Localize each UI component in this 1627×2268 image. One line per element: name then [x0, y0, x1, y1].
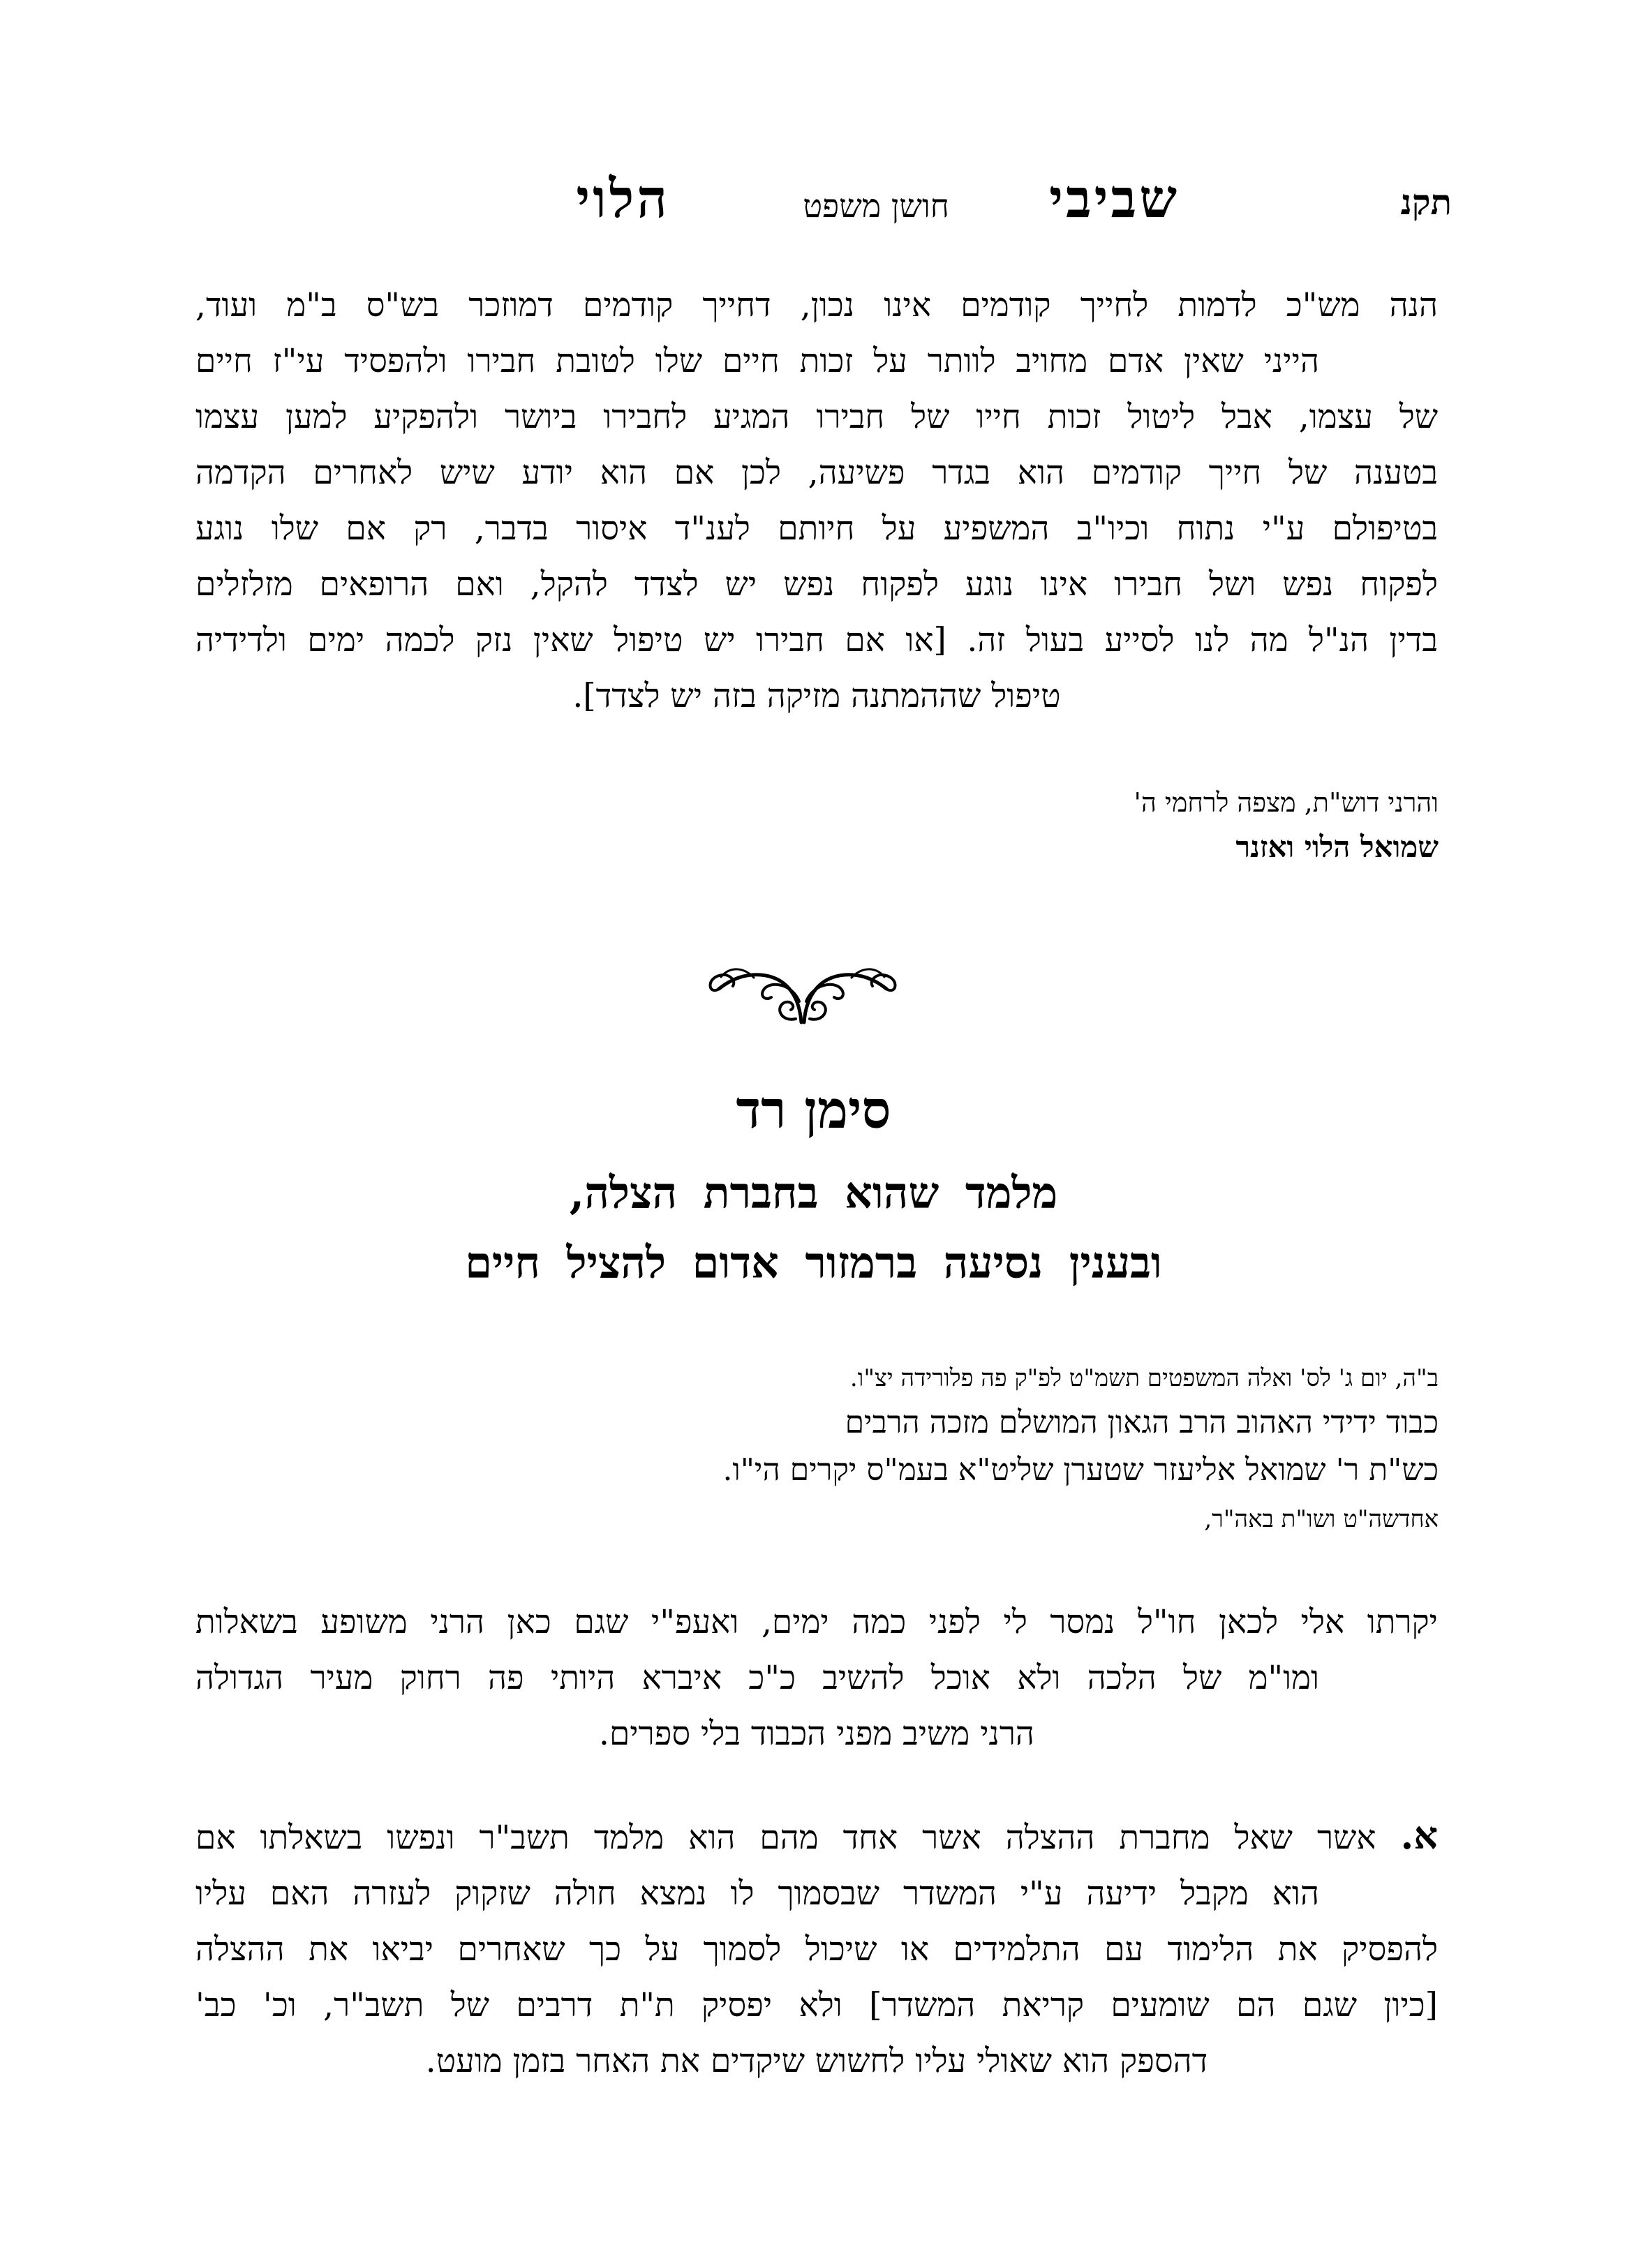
text-line: הוא מקבל ידיעה ע"י המשדר שבסמוך לו נמצא חולה שזקוק לעזרה האם עליו: [195, 1874, 1319, 1913]
text-line-content: אשר שאל מחברת ההצלה אשר אחד מהם הוא מלמד תשב"ר ונפשו בשאלתו אם: [195, 1819, 1376, 1857]
addressee-line: כבוד ידידי האהוב הרב הגאון המושלם מזכה הרבים: [845, 1405, 1439, 1440]
book-title-part1: שביבי: [1049, 167, 1180, 230]
text-line: יקרתו אלי לכאן חו"ל נמסר לי לפני כמה ימים, ואעפ"י שגם כאן הרני משופע בשאלות: [195, 1603, 1438, 1641]
text-line: [כיון שגם הם שומעים קריאת המשדר] ולא יפסיק ת"ת דרבים של תשב"ר, וכ' כב': [195, 1986, 1438, 2024]
siman-title: סימן רד: [736, 1080, 891, 1140]
date-line: ב"ה, יום ג' לס' ואלה המשפטים תשמ"ט לפ"ק פה פלורידה יצ"ו.: [849, 1364, 1439, 1392]
signature: [810, 780, 1439, 870]
siman-subtitle: [0, 1158, 1627, 1298]
text-line: דהספק הוא שאולי עליו לחשוש שיקדים את האחר בזמן מועט.: [425, 2042, 1208, 2080]
text-line: טיפול שההמתנה מזיקה בזה יש לצדד].: [572, 677, 1061, 715]
letter-head: [461, 1357, 1439, 1540]
section-name: חושן משפט: [803, 187, 949, 225]
text-line: ומו"מ של הלכה ולא אוכל להשיב כ"כ איברא היותי פה רחוק מעיר הגדולה: [195, 1659, 1319, 1697]
text-line: להפסיק את הלימוד עם התלמידים או שיכול לסמוך על כך שאחרים יביאו את ההצלה: [195, 1930, 1438, 1969]
siman-subtitle-line: מלמד שהוא בחברת הצלה,: [569, 1167, 1058, 1218]
running-header: [419, 161, 1452, 244]
text-line: הייני שאין אדם מחויב לוותר על זכות חיים שלו לטובת חבירו ולהפסיד עי"ז חיים: [195, 342, 1319, 380]
text-line: בדין הנ"ל מה לנו לסייע בעול זה. [או אם חבירו יש טיפול שאין נזק לכמה ימים ולדידיה: [195, 621, 1438, 659]
addressee-line: כש"ת ר' שמואל אליעזר שטערן שליט"א בעמ"ס יקרים הי"ו.: [722, 1452, 1439, 1488]
book-title-part2: הלוי: [576, 167, 670, 230]
signature-closing: והרני דוש"ת, מצפה לרחמי ה': [1134, 787, 1439, 818]
signature-name: שמואל הלוי ואזנר: [1235, 830, 1439, 864]
greeting: אחדשה"ט ושו"ת באה"ר,: [1204, 1505, 1439, 1533]
text-line: לפקוח נפש ושל חבירו אינו נוגע לפקוח נפש יש לצדד להקל, ואם הרופאים מזלזלים: [195, 565, 1438, 604]
paragraph-alef: [195, 1807, 1438, 2089]
text-line: הרני משיב מפני הכבוד בלי ספרים.: [599, 1715, 1034, 1753]
paragraph-number: א.: [1400, 1813, 1438, 1858]
text-line: [195, 1807, 1438, 1866]
opening-paragraph: [195, 1595, 1438, 1762]
text-line: הנה מש"כ לדמות לחייך קודמים אינו נכון, דחייך קודמים דמוזכר בש"ס ב"מ ועוד,: [195, 286, 1438, 324]
text-line: בטיפולם ע"י נתוח וכיו"ב המשפיע על חיותם לענ"ד איסור בדבר, רק אם שלו נוגע: [195, 509, 1438, 548]
previous-answer-text: [195, 278, 1438, 724]
siman-subtitle-line: ובענין נסיעה ברמזור אדום להציל חיים: [465, 1237, 1162, 1288]
text-line: בטענה של חייך קודמים הוא בגדר פשיעה, לכן אם הוא יודע שיש לאחרים הקדמה: [195, 454, 1438, 492]
page-number: תקנ: [1400, 181, 1452, 223]
flourish-divider-icon: [701, 946, 904, 1029]
text-line: של עצמו, אבל ליטול זכות חייו של חבירו המגיע לחבירו ביושר ולהפקיע למען עצמו: [195, 398, 1438, 436]
